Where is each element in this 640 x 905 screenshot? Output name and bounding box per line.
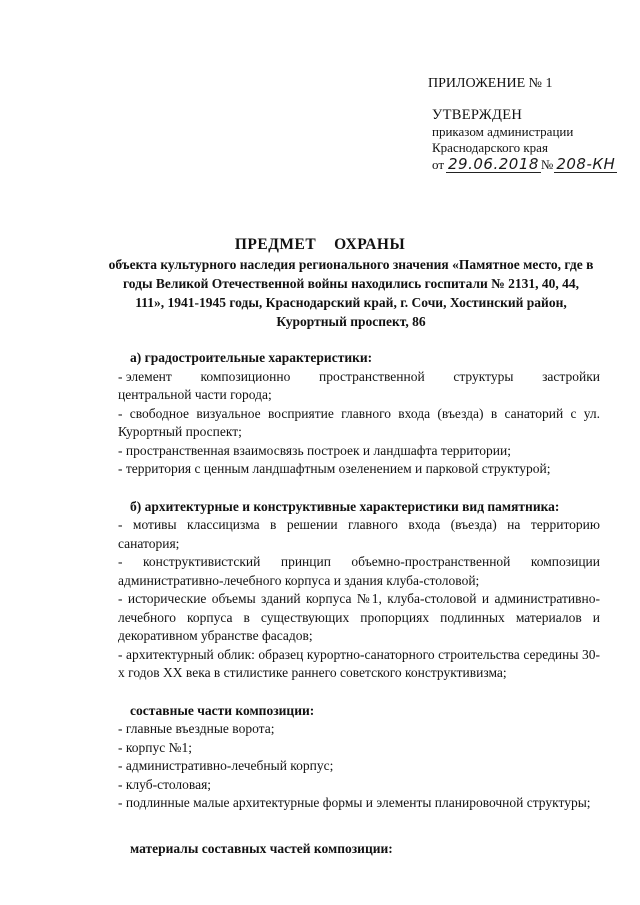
approval-block xyxy=(432,106,617,174)
document-body xyxy=(118,349,600,858)
section-a-item-3: - пространственная взаимосвязь построек и ландшафта территории; xyxy=(118,442,511,458)
list-item: - административно-лечебный корпус; xyxy=(118,758,334,773)
section-c-item-5: - подлинные малые архитектурные формы и элементы планировочной структуры; xyxy=(118,795,591,810)
section-b-item-3: - исторические объемы зданий корпуса №1, клуба-столовой и административно-лечебного корпуса в существующих пропорциях подлинных материалов и декоративном убранстве фасадов; xyxy=(118,591,600,643)
approved-heading: УТВЕРЖДЕН xyxy=(432,107,523,123)
number-sign: № xyxy=(540,157,554,172)
section-b-item-2: - конструктивистский принцип объемно-пространственной композиции административно-лечебного корпуса и здания клуба-столовой; xyxy=(118,554,600,588)
section-b-item-1: - мотивы классицизма в решении главного входа (въезда) на территорию санатория; xyxy=(118,517,600,551)
word: застройки xyxy=(542,368,600,384)
word: пространственной xyxy=(319,368,425,384)
section-a-item-1-rest: центральной части города; xyxy=(118,387,272,402)
title-word-1: ПРЕДМЕТ xyxy=(234,236,317,253)
handwritten-date: 29.06.2018 xyxy=(448,155,539,173)
section-b-item-4: - архитектурный облик: образец курортно-санаторного строительства середины 30-х годов XX века в стилистике раннего советского конструктивизма; xyxy=(118,646,600,680)
section-c-heading: составные части композиции: xyxy=(130,702,315,718)
section-b-heading: б) архитектурные и конструктивные характеристики вид памятника: xyxy=(130,498,560,514)
list-item: - главные въездные ворота; xyxy=(118,721,275,736)
section-a-heading: а) градостроительные характеристики: xyxy=(130,350,373,365)
document-subtitle: объекта культурного наследия регионального значения «Памятное место, где в годы Великой Отечественной войны находились госпитали № 2131, 40, 44, 111», 1941-1945 годы, Краснодарский край, г. Сочи, Хостинский район, Курортный проспект, 86 xyxy=(108,257,594,329)
list-item: - клуб-столовая; xyxy=(118,776,212,792)
document-title xyxy=(0,236,640,254)
approved-line-2: Краснодарского края xyxy=(432,140,548,155)
word: композиционно xyxy=(200,368,291,384)
appendix-label: ПРИЛОЖЕНИЕ № 1 xyxy=(428,76,553,91)
word: структуры xyxy=(453,368,514,384)
approval-date-number xyxy=(432,156,617,174)
word: - элемент xyxy=(118,368,172,384)
section-a-item-2: - свободное визуальное восприятие главного входа (въезда) в санаторий с ул. Курортный проспект; xyxy=(118,405,600,439)
approved-line-1: приказом администрации xyxy=(432,124,574,139)
section-a-item-1-line xyxy=(118,368,600,387)
list-item: - корпус №1; xyxy=(118,739,192,755)
section-d-heading: материалы составных частей композиции: xyxy=(130,840,393,856)
handwritten-number: 208-КН xyxy=(556,155,616,173)
from-label: от xyxy=(432,157,445,172)
section-a-item-4: - территория с ценным ландшафтным озеленением и парковой структурой; xyxy=(118,461,551,476)
title-word-2: ОХРАНЫ xyxy=(334,236,406,253)
